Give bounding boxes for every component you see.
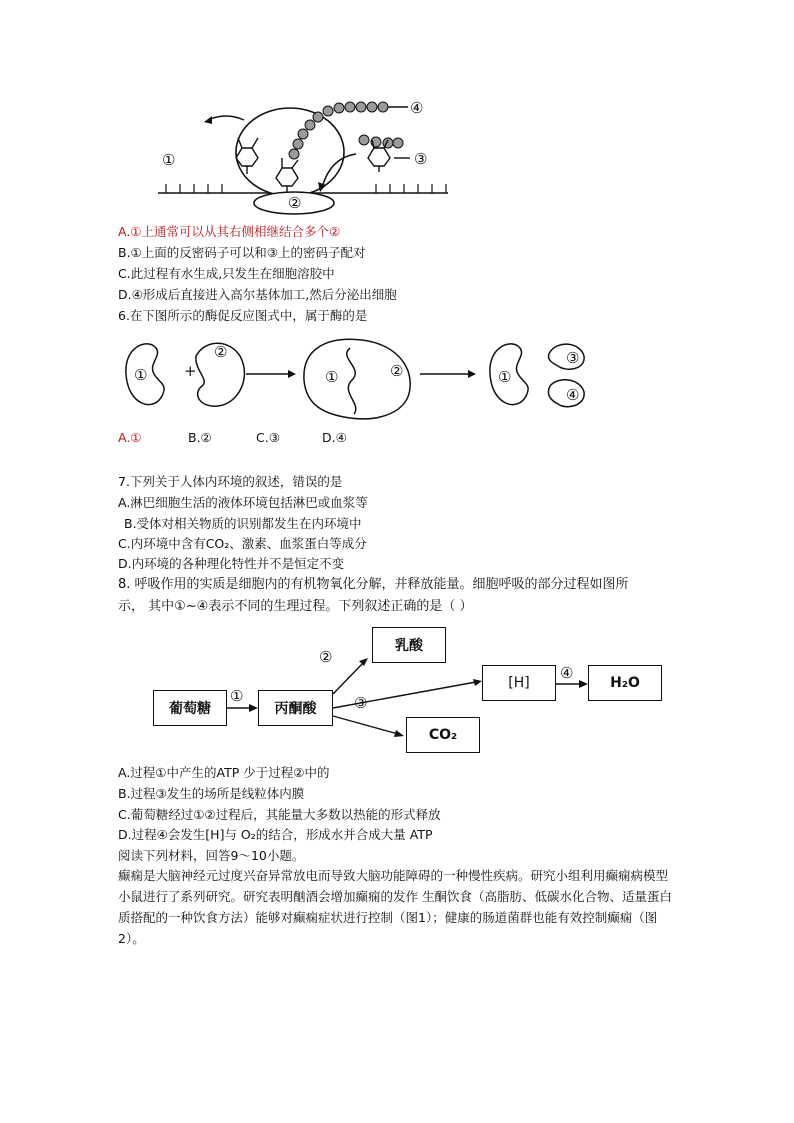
q6-stem: 6.在下图所示的酶促反应图式中，属于酶的是 xyxy=(118,308,368,323)
box-pyruvate: 丙酮酸 xyxy=(258,690,333,726)
q6-option-b: B.② xyxy=(188,430,212,445)
box-h2o: H₂O xyxy=(588,665,662,701)
step-2: ② xyxy=(319,648,333,666)
q6-option-a: A.① xyxy=(118,430,142,445)
label-1: ① xyxy=(162,151,176,169)
box-co2: CO₂ xyxy=(406,717,480,753)
q7-stem: 7.下列关于人体内环境的叙述，错误的是 xyxy=(118,474,343,489)
step-1: ① xyxy=(230,687,244,705)
enzyme-label-3: ③ xyxy=(566,349,580,367)
q8-stem-line2: 示， 其中①~④表示不同的生理过程。下列叙述正确的是（ ） xyxy=(118,599,473,614)
enzyme-label-1c: ① xyxy=(498,368,512,386)
q7-option-a: A.淋巴细胞生活的液体环境包括淋巴或血浆等 xyxy=(118,495,368,510)
q6-option-d: D.④ xyxy=(322,430,347,445)
q6-option-c: C.③ xyxy=(256,430,280,445)
q8-option-a: A.过程①中产生的ATP 少于过程②中的 xyxy=(118,765,330,780)
q5-option-a: A.①上通常可以从其右侧相继结合多个② xyxy=(118,224,341,239)
q7-option-b: B.受体对相关物质的识别都发生在内环境中 xyxy=(124,516,362,531)
q8-option-d: D.过程④会发生[H]与 O₂的结合，形成水并合成大量 ATP xyxy=(118,827,433,842)
box-h: [H] xyxy=(482,665,556,701)
enzyme-label-1b: ① xyxy=(325,368,339,386)
q5-option-d: D.④形成后直接进入高尔基体加工,然后分泌出细胞 xyxy=(118,287,397,302)
label-2: ② xyxy=(288,194,302,212)
enzyme-label-1a: ① xyxy=(134,366,148,384)
box-glucose: 葡萄糖 xyxy=(153,690,227,726)
q8-stem-line1: 8. 呼吸作用的实质是细胞内的有机物氧化分解，并释放能量。细胞呼吸的部分过程如图所 xyxy=(118,577,629,592)
reading-intro: 阅读下列材料，回答9～10小题。 xyxy=(118,848,305,863)
enzyme-label-4: ④ xyxy=(566,386,580,404)
q8-option-c: C.葡萄糖经过①②过程后，其能量大多数以热能的形式释放 xyxy=(118,807,441,822)
label-3: ③ xyxy=(414,150,428,168)
enzyme-label-2a: ② xyxy=(214,343,228,361)
enzyme-label-2b: ② xyxy=(390,362,404,380)
q7-option-d: D.内环境的各种理化特性并不是恒定不变 xyxy=(118,556,345,571)
step-4: ④ xyxy=(560,664,574,682)
q5-option-c: C.此过程有水生成,只发生在细胞溶胶中 xyxy=(118,266,335,281)
q5-option-b: B.①上面的反密码子可以和③上的密码子配对 xyxy=(118,245,366,260)
q8-option-b: B.过程③发生的场所是线粒体内膜 xyxy=(118,786,305,801)
reading-paragraph: 癫痫是大脑神经元过度兴奋异常放电而导致大脑功能障碍的一种慢性疾病。研究小组利用癫痫病模型小鼠进行了系列研究。研究表明酗酒会增加癫痫的发作 生酮饮食（高脂肪、低碳水化合物、适量蛋白质搭配的一种饮食方法）能够对癫痫症状进行控制（图1）；健康的肠道菌群也能有效控制癫痫（图2）。 xyxy=(118,868,672,946)
plus-sign: + xyxy=(184,362,197,380)
q7-option-c: C.内环境中含有CO₂、激素、血浆蛋白等成分 xyxy=(118,536,367,551)
step-3: ③ xyxy=(354,694,368,712)
box-lactic-acid: 乳酸 xyxy=(372,627,446,663)
label-4: ④ xyxy=(410,99,424,117)
